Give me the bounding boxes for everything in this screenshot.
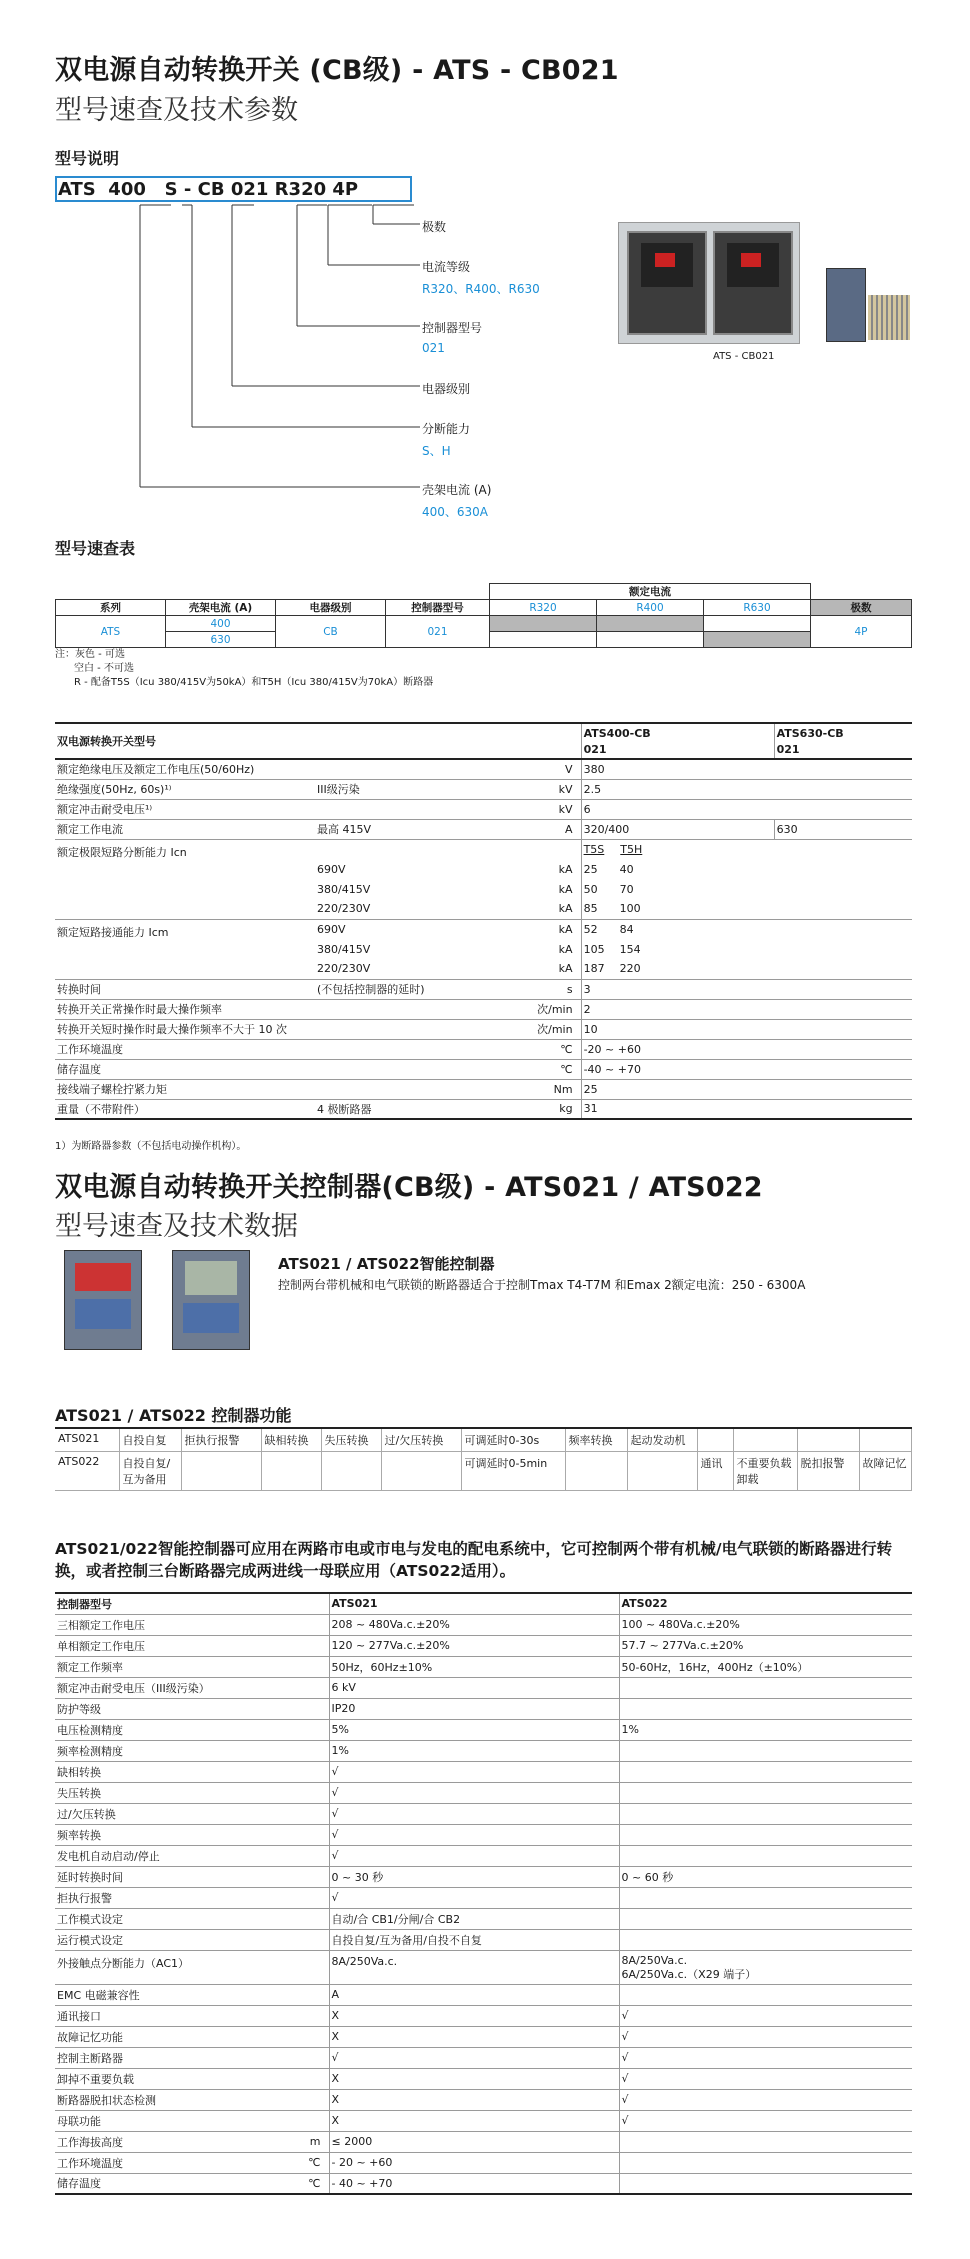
page-subtitle: 型号速查及技术参数 [55,95,298,126]
legend-poles: 极数 [422,220,447,234]
model-code-diagram [120,202,430,502]
table-row: 卸掉不重要负载 X √ [55,2068,912,2089]
table-row: 工作海拔高度 m ≤ 2000 [55,2131,912,2152]
controller-spec-table: 控制器型号 ATS021 ATS022 三相额定工作电压 208 ~ 480Va.c.±20% 100 ~ 480Va.c.±20% 单相额定工作电压 120 ~ 277Va.c.±20% 57.7 ~ 277Va.c.±20% 额定工作频率 50Hz，60Hz±10% 50-60Hz，16Hz，400Hz（±10%） 额定冲击耐受电压（III级污染） 6 kV 防护等级 IP20 电压检测精度 5% 1% 频率检测精度 1% 缺相转换 √ 失压转换 √ 过/欠压转换 √ 频率转换 √ 发电机自动启动/停止 √ 延时转换时间 0 ~ 30 秒 0 ~ 60 秒 拒执行报警 √ 工作模式设定 自动/合 CB1/分闸/合 CB2 运行模式设定 自投自复/互为备用/自投不自复 外接触点分断能力（AC1） 8A/250Va.c. 8A/250Va.c. 6A/250Va.c.（X29 端子） EMC 电磁兼容性 A 通讯接口 X √ 故障记忆功能 X √ 控制主断路器 √ √ 卸掉不重要负载 X √ 断路器脱扣状态检测 X √ 母联功能 X √ 工作海拔高度 m ≤ 2000 工作环境温度 ℃ - 20 ~ +60 储存温度 ℃ - 40 ~ +70 [55,1592,912,2195]
table-row: 延时转换时间 0 ~ 30 秒 0 ~ 60 秒 [55,1866,912,1887]
table-row: 单相额定工作电压 120 ~ 277Va.c.±20% 57.7 ~ 277Va.c.±20% [55,1635,912,1656]
table-row: 频率检测精度 1% [55,1740,912,1761]
table-row: 母联功能 X √ [55,2110,912,2131]
series-cell: ATS [56,616,166,648]
ats021-image [64,1250,142,1350]
legend-breaking: 分断能力 S、H [422,422,471,458]
controller-function-table: ATS021 自投自复 拒执行报警 缺相转换 失压转换 过/欠压转换 可调延时0-30s 频率转换 起动发动机 ATS022 自投自复/互为备用 可调延时0-5min 通讯 不重要负载卸载 脱扣报警 故障记忆 [55,1427,912,1491]
controller-product-desc: 控制两台带机械和电气联锁的断路器适合于控制Tmax T4-T7M 和Emax 2额定电流：250 - 6300A [278,1278,806,1292]
table-row: 储存温度 ℃ - 40 ~ +70 [55,2173,912,2194]
table-row: 断路器脱扣状态检测 X √ [55,2089,912,2110]
table-row: 电压检测精度 5% 1% [55,1719,912,1740]
spec-footnote: 1）为断路器参数（不包括电动操作机构）。 [55,1141,247,1152]
legend-current-rating: 电流等级 R320、R400、R630 [422,260,540,296]
model-heading: 型号说明 [55,149,120,168]
ats022-image [172,1250,250,1350]
rated-current-header: 额定电流 [490,584,811,600]
controller-intro: ATS021/022智能控制器可应用在两路市电或市电与发电的配电系统中，它可控制两个带有机械/电气联锁的断路器进行转换，或者控制三台断路器完成两进线一母联应用（ATS022适用）。 [55,1540,893,1580]
table-row: 额定工作频率 50Hz，60Hz±10% 50-60Hz，16Hz，400Hz（±10%） [55,1656,912,1677]
controller-product-title: ATS021 / ATS022智能控制器 [278,1255,495,1273]
table-row: 工作环境温度 ℃ - 20 ~ +60 [55,2152,912,2173]
table-row: 防护等级 IP20 [55,1698,912,1719]
table-row: 发电机自动启动/停止 √ [55,1845,912,1866]
table-row: EMC 电磁兼容性 A [55,1984,912,2005]
quick-lookup-table: 额定电流 系列 壳架电流 (A) 电器级别 控制器型号 R320 R400 R630 极数 ATS 400 CB 021 4P 630 [55,583,912,648]
quick-lookup-heading: 型号速查表 [55,539,136,558]
table-row: 控制主断路器 √ √ [55,2047,912,2068]
page-title: 双电源自动转换开关 (CB级) - ATS - CB021 [55,55,619,86]
ats-cb-spec-table: 双电源转换开关型号 ATS400-CB 021 ATS630-CB 021 额定绝缘电压及额定工作电压(50/60Hz) V 380 绝缘强度(50Hz, 60s)¹⁾ III级污染 kV 2.5 额定冲击耐受电压¹⁾ kV 6 额定工作电流 最高 415V A 320/400 630 额定极限短路分断能力 Icn T5S T5H 690V kA 25 40 380/415V kA 50 70 220/230V kA 85 100 额定短路接通能力 Icm 690V kA 52 84 380/415V kA 105 154 220/230V kA 187 220 转换时间 (不包括控制器的延时) s 3 转换开关正常操作时最大操作频率 次/min 2 转换开关短时操作时最大操作频率不大于 10 次 次/min 10 工作环境温度 ℃ -20 ~ +60 储存温度 ℃ -40 ~ +70 接线端子螺栓拧紧力矩 Nm 25 重量（不带附件） 4 极断路器 kg 31 [55,722,912,1120]
quick-notes: 注：灰色 - 可选 空白 - 不可选 R - 配备T5S（Icu 380/415V为50kA）和T5H（Icu 380/415V为70kA）断路器 [55,649,434,688]
section2-title: 双电源自动转换开关控制器(CB级) - ATS021 / ATS022 [55,1172,763,1203]
ats-cb021-image [618,222,800,344]
connector-image [868,295,910,340]
table-row: 缺相转换 √ [55,1761,912,1782]
table-row: 额定冲击耐受电压（III级污染） 6 kV [55,1677,912,1698]
table-row: 工作模式设定 自动/合 CB1/分闸/合 CB2 [55,1908,912,1929]
table-row: 拒执行报警 √ [55,1887,912,1908]
legend-frame-current: 壳架电流 (A) 400、630A [422,483,492,519]
controller-image [826,268,866,342]
model-code-box: ATS 400 S - CB 021 R320 4P [55,176,412,202]
table-row: 过/欠压转换 √ [55,1803,912,1824]
table-row: 运行模式设定 自投自复/互为备用/自投不自复 [55,1929,912,1950]
table-row: 通讯接口 X √ [55,2005,912,2026]
func-heading: ATS021 / ATS022 控制器功能 [55,1406,292,1425]
legend-appliance-class: 电器级别 [422,382,471,396]
table-row: 频率转换 √ [55,1824,912,1845]
section2-subtitle: 型号速查及技术数据 [55,1211,298,1242]
table-row: 三相额定工作电压 208 ~ 480Va.c.±20% 100 ~ 480Va.c.±20% [55,1614,912,1635]
image-caption: ATS - CB021 [713,351,775,362]
table-row: 失压转换 √ [55,1782,912,1803]
legend-controller-model: 控制器型号 021 [422,321,483,355]
table-row: 故障记忆功能 X √ [55,2026,912,2047]
